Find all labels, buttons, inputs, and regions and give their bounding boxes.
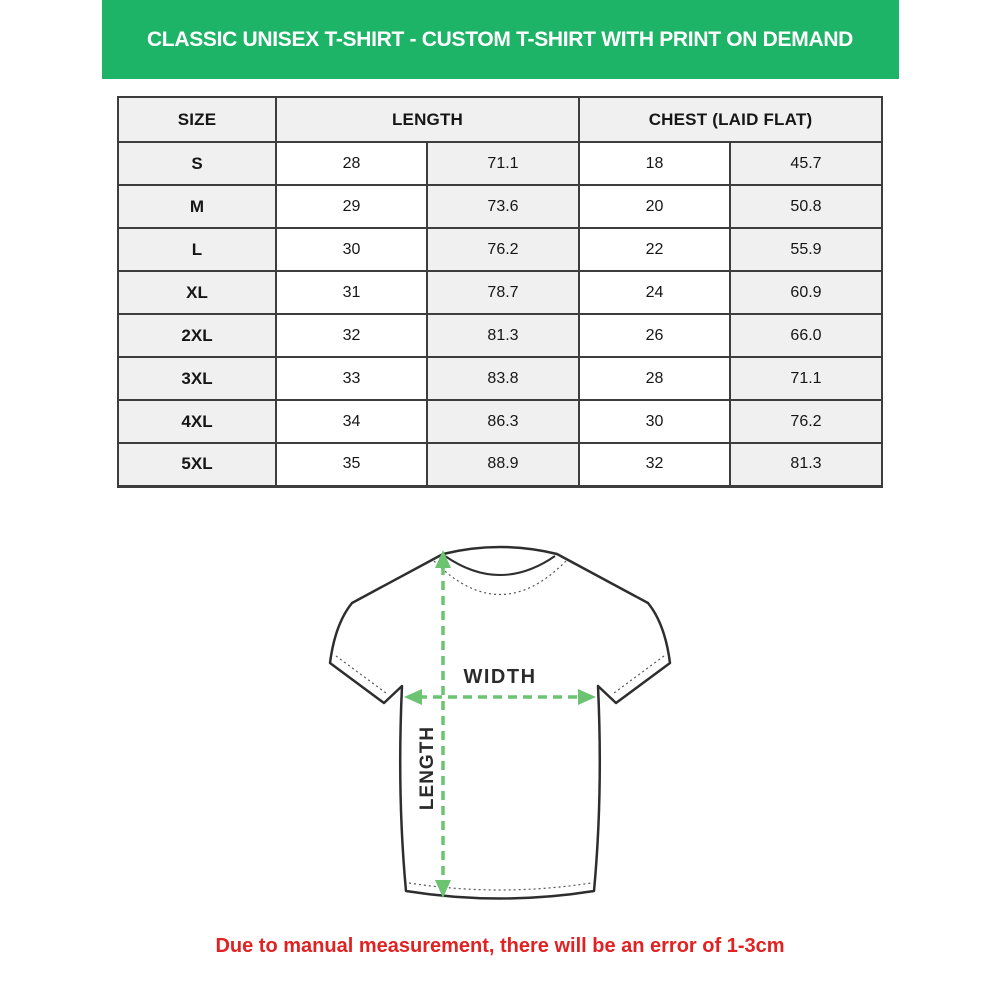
cell-chest-in: 22	[579, 228, 730, 271]
cell-chest-cm: 50.8	[730, 185, 882, 228]
table-row	[118, 185, 882, 228]
title-banner	[102, 0, 899, 79]
cell-size: L	[118, 228, 276, 271]
cell-length-cm: 76.2	[427, 228, 579, 271]
cell-length-cm: 73.6	[427, 185, 579, 228]
table-row	[118, 314, 882, 357]
cell-length-in: 33	[276, 357, 427, 400]
tshirt-measurement-diagram	[322, 542, 678, 909]
cell-length-in: 28	[276, 142, 427, 185]
cell-chest-cm: 66.0	[730, 314, 882, 357]
table-row	[118, 142, 882, 185]
cell-chest-in: 20	[579, 185, 730, 228]
cell-length-in: 30	[276, 228, 427, 271]
cell-chest-in: 24	[579, 271, 730, 314]
cell-size: XL	[118, 271, 276, 314]
cell-chest-cm: 55.9	[730, 228, 882, 271]
col-header-size: SIZE	[118, 97, 276, 142]
cell-chest-in: 32	[579, 443, 730, 486]
cell-length-cm: 78.7	[427, 271, 579, 314]
cell-length-in: 29	[276, 185, 427, 228]
cell-size: S	[118, 142, 276, 185]
cell-length-cm: 71.1	[427, 142, 579, 185]
table-row	[118, 228, 882, 271]
cell-length-cm: 81.3	[427, 314, 579, 357]
cell-chest-in: 26	[579, 314, 730, 357]
col-header-length: LENGTH	[276, 97, 579, 142]
tshirt-outline	[330, 547, 670, 899]
cell-length-in: 32	[276, 314, 427, 357]
table-row	[118, 443, 882, 486]
cell-length-cm: 83.8	[427, 357, 579, 400]
page-title: CLASSIC UNISEX T-SHIRT - CUSTOM T-SHIRT WITH PRINT ON DEMAND	[146, 27, 854, 51]
width-label: WIDTH	[463, 665, 537, 688]
cell-size: 5XL	[118, 443, 276, 486]
table-row	[118, 271, 882, 314]
cell-size: M	[118, 185, 276, 228]
cell-size: 4XL	[118, 400, 276, 443]
col-header-chest: CHEST (LAID FLAT)	[579, 97, 882, 142]
cell-chest-cm: 81.3	[730, 443, 882, 486]
cell-length-in: 31	[276, 271, 427, 314]
size-table	[117, 96, 883, 488]
measurement-note: Due to manual measurement, there will be an error of 1-3cm	[215, 934, 785, 957]
cell-chest-cm: 71.1	[730, 357, 882, 400]
cell-length-in: 35	[276, 443, 427, 486]
cell-chest-in: 28	[579, 357, 730, 400]
cell-chest-cm: 45.7	[730, 142, 882, 185]
cell-length-cm: 88.9	[427, 443, 579, 486]
cell-size: 3XL	[118, 357, 276, 400]
cell-chest-in: 18	[579, 142, 730, 185]
cell-size: 2XL	[118, 314, 276, 357]
length-label: LENGTH	[417, 725, 438, 810]
cell-chest-in: 30	[579, 400, 730, 443]
table-row	[118, 357, 882, 400]
cell-chest-cm: 60.9	[730, 271, 882, 314]
cell-length-in: 34	[276, 400, 427, 443]
table-header-row	[118, 97, 882, 142]
table-row	[118, 400, 882, 443]
cell-length-cm: 86.3	[427, 400, 579, 443]
cell-chest-cm: 76.2	[730, 400, 882, 443]
